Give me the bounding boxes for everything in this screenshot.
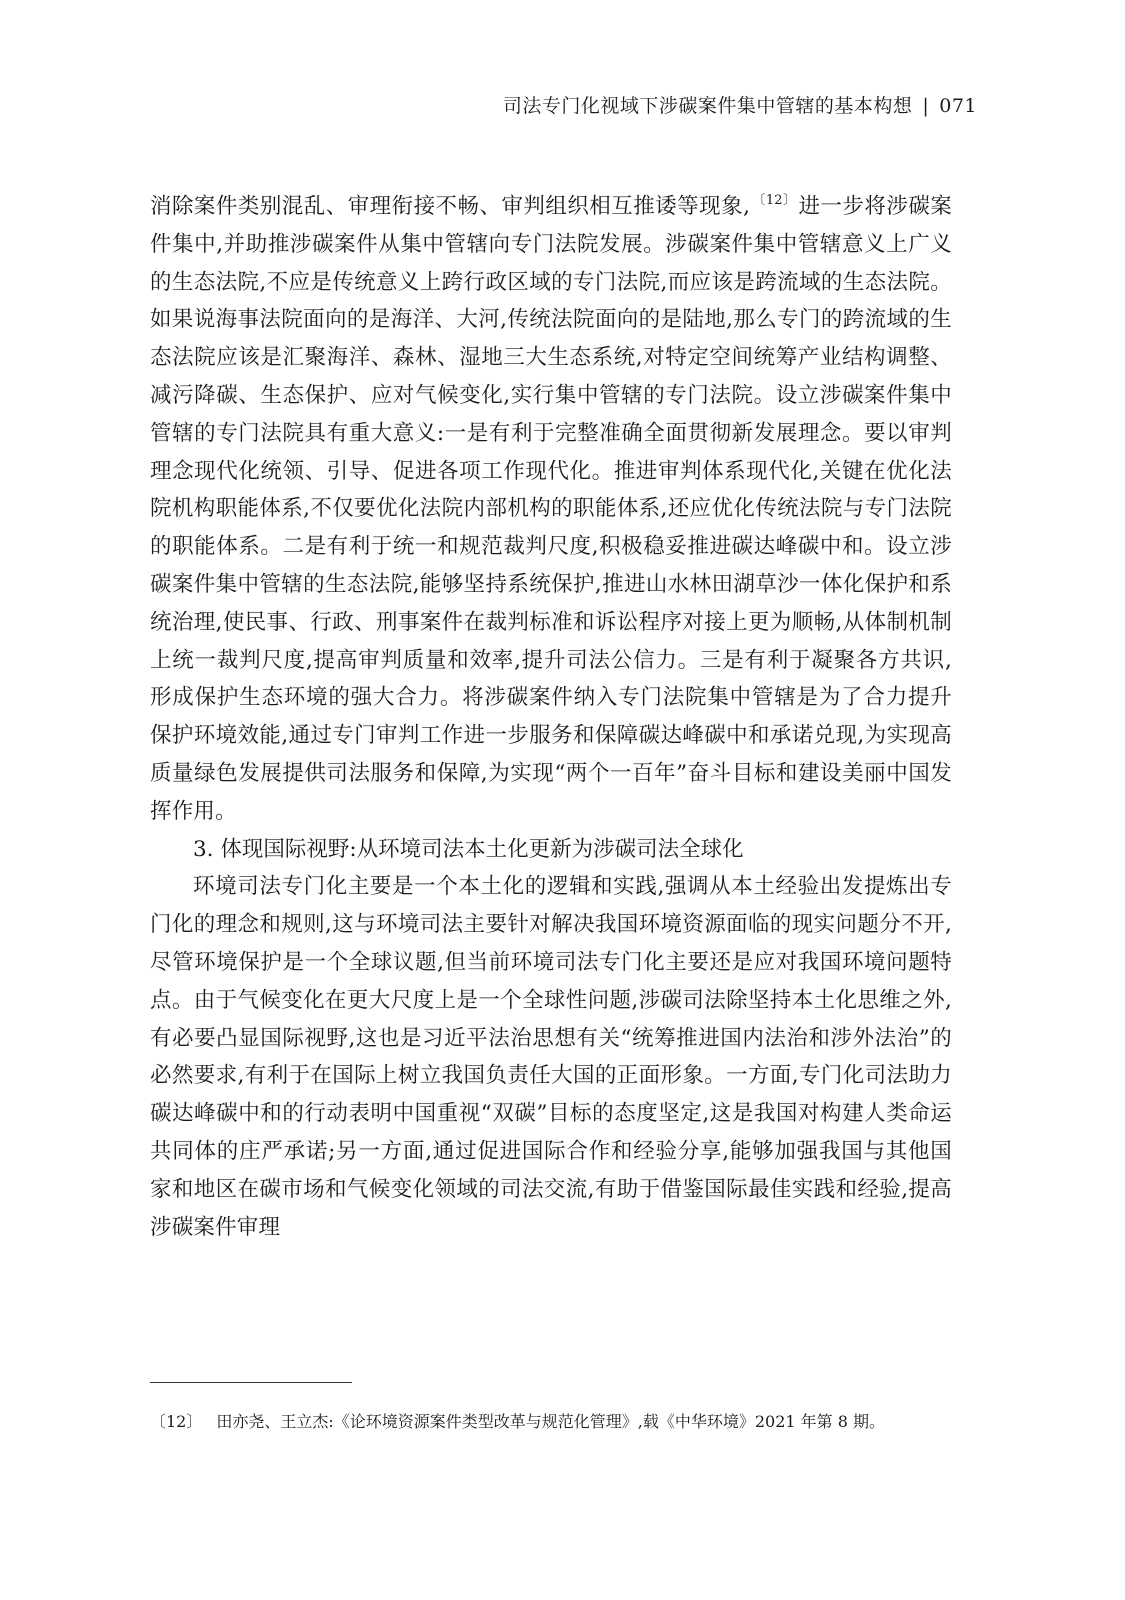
- paragraph-2: 环境司法专门化主要是一个本土化的逻辑和实践,强调从本土经验出发提炼出专门化的理念和规则,这与环境司法主要针对解决我国环境资源面临的现实问题分不开,尽管环境保护是一个全球议题,但当前环境司法专门化主要还是应对我国环境问题特点。由于气候变化在更大尺度上是一个全球性问题,涉碳司法除坚持本土化思维之外,有必要凸显国际视野,这也是习近平法治思想有关“统筹推进国内法治和涉外法治”的必然要求,有利于在国际上树立我国负责任大国的正面形象。一方面,专门化司法助力碳达峰碳中和的行动表明中国重视“双碳”目标的态度坚定,这是我国对构建人类命运共同体的庄严承诺;另一方面,通过促进国际合作和经验分享,能够加强我国与其他国家和地区在碳市场和气候变化领域的司法交流,有助于借鉴国际最佳实践和经验,提高涉碳案件审理: [150, 874, 952, 1240]
- running-head: [503, 93, 977, 119]
- paragraph-1-after-note: 进一步将涉碳案件集中,并助推涉碳案件从集中管辖向专门法院发展。涉碳案件集中管辖意义上广义的生态法院,不应是传统意义上跨行政区域的专门法院,而应该是跨流域的生态法院。如果说海事法院面向的是海洋、大河,传统法院面向的是陆地,那么专门的跨流域的生态法院应该是汇聚海洋、森林、湿地三大生态系统,对特定空间统筹产业结构调整、减污降碳、生态保护、应对气候变化,实行集中管辖的专门法院。设立涉碳案件集中管辖的专门法院具有重大意义:一是有利于完整准确全面贯彻新发展理念。要以审判理念现代化统领、引导、促进各项工作现代化。推进审判体系现代化,关键在优化法院机构职能体系,不仅要优化法院内部机构的职能体系,还应优化传统法院与专门法院的职能体系。二是有利于统一和规范裁判尺度,积极稳妥推进碳达峰碳中和。设立涉碳案件集中管辖的生态法院,能够坚持系统保护,推进山水林田湖草沙一体化保护和系统治理,使民事、行政、刑事案件在裁判标准和诉讼程序对接上更为顺畅,从体制机制上统一裁判尺度,提高审判质量和效率,提升司法公信力。三是有利于凝聚各方共识,形成保护生态环境的强大合力。将涉碳案件纳入专门法院集中管辖是为了合力提升保护环境效能,通过专门审判工作进一步服务和保障碳达峰碳中和承诺兑现,为实现高质量绿色发展提供司法服务和保障,为实现“两个一百年”奋斗目标和建设美丽中国发挥作用。: [150, 194, 953, 824]
- footnote-text: 田亦尧、王立杰:《论环境资源案件类型改革与规范化管理》,载《中华环境》2021 年第 8 期。: [216, 1412, 886, 1431]
- footnote-divider: [150, 1382, 352, 1383]
- footnote-reference-12: 〔12〕: [752, 193, 797, 208]
- section-heading: 3. 体现国际视野:从环境司法本土化更新为涉碳司法全球化: [193, 836, 744, 862]
- running-head-separator: |: [922, 95, 930, 117]
- footnote-mark: 〔12〕: [150, 1412, 203, 1431]
- page-number: 071: [939, 95, 977, 117]
- paragraph-1-before-note: 消除案件类别混乱、审理衔接不畅、审判组织相互推诿等现象,: [150, 194, 751, 219]
- running-head-title: 司法专门化视域下涉碳案件集中管辖的基本构想: [502, 95, 913, 117]
- paragraph-1: [150, 188, 952, 831]
- footnote-12: [150, 1410, 952, 1434]
- body-text: [150, 188, 952, 1246]
